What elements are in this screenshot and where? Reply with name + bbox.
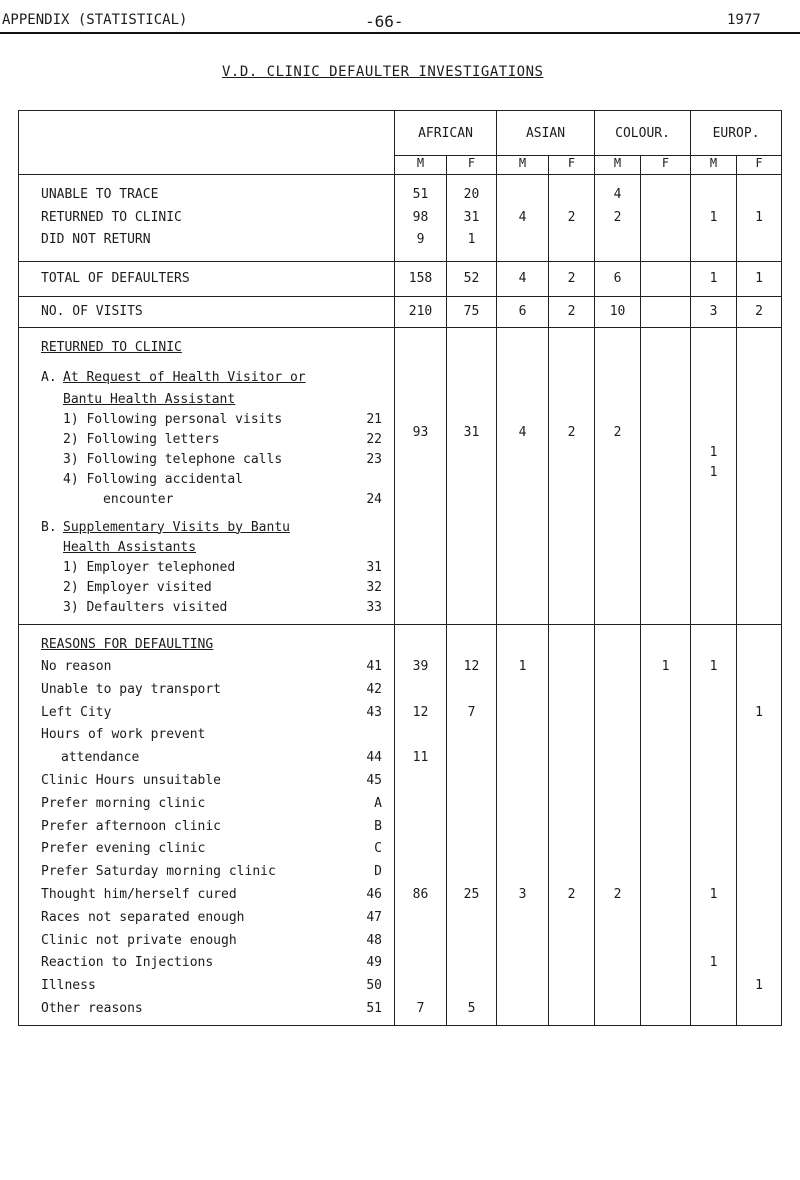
list-item: 2) Following letters 22: [63, 431, 382, 447]
appendix-label: APPENDIX (STATISTICAL): [2, 12, 188, 28]
value-cell: [737, 327, 782, 624]
reason-row-label: Prefer afternoon clinic B: [41, 818, 382, 834]
list-item: 4) Following accidental: [63, 471, 244, 487]
section-heading: RETURNED TO CLINIC: [41, 339, 182, 355]
value-cell: 1 1: [691, 327, 737, 624]
subsection-a: A. At Request of Health Visitor or: [41, 370, 306, 385]
total-label-cell: [19, 261, 395, 296]
value-cell: 12 7 25 5: [447, 624, 497, 1025]
value-cell: 39 12 11 86 7: [395, 624, 447, 1025]
value-cell: 75: [447, 296, 497, 327]
status-labels: [19, 175, 395, 262]
value-cell: 93: [395, 327, 447, 624]
value-cell: 4 2: [595, 175, 641, 262]
group-header: ASIAN: [497, 111, 595, 156]
reason-row-label: Hours of work prevent: [41, 727, 206, 743]
value-cell: 1 1 1: [691, 624, 737, 1025]
year-label: 1977: [727, 12, 761, 28]
value-cell: [641, 327, 691, 624]
group-header: AFRICAN: [395, 111, 497, 156]
value-cell: [641, 296, 691, 327]
value-cell: 4: [497, 327, 549, 624]
value-cell: 31: [447, 327, 497, 624]
value-cell: 158: [395, 261, 447, 296]
reason-row-label: Prefer evening clinic C: [41, 841, 382, 857]
value-cell: 20 31 1: [447, 175, 497, 262]
value-cell: 4: [497, 175, 549, 262]
reason-row-label: Prefer morning clinic A: [41, 795, 382, 811]
reason-row-label: Clinic not private enough 48: [41, 932, 382, 948]
value-cell: 10: [595, 296, 641, 327]
corner-cell: [19, 111, 395, 175]
value-cell: 1: [737, 175, 782, 262]
value-cell: 1: [641, 624, 691, 1025]
row-label: DID NOT RETURN: [41, 232, 151, 247]
value-cell: 2: [737, 296, 782, 327]
subsection-b: B. Supplementary Visits by Bantu: [41, 519, 290, 535]
sex-header: F: [447, 156, 497, 175]
value-cell: 2: [549, 175, 595, 262]
value-cell: 1 3: [497, 624, 549, 1025]
row-label: NO. OF VISITS: [41, 303, 143, 319]
list-item: 3) Following telephone calls 23: [63, 451, 382, 467]
reason-row-label: Illness 50: [41, 978, 382, 994]
sex-header: F: [549, 156, 595, 175]
value-cell: 2: [549, 296, 595, 327]
reasons-section: [19, 624, 395, 1025]
value-cell: 2: [549, 327, 595, 624]
value-cell: 6: [595, 261, 641, 296]
row-label: UNABLE TO TRACE: [41, 187, 159, 202]
visits-label-cell: [19, 296, 395, 327]
list-item: 3) Defaulters visited 33: [63, 599, 382, 615]
value-cell: 2: [595, 327, 641, 624]
sex-header: M: [595, 156, 641, 175]
returned-section: RETURNED TO CLINIC A. At Request of Health Visitor or Bantu Health Assistant 1) Following personal visits 21 2) Following letters 22 3) Following telephone calls 23 4) Following accidental encounter 24 B. Supplementary Visits by Bantu Health Assistants 1) Employer telephoned 31 2) Employer visited 32 3) Defaulters visited 33: [19, 327, 395, 624]
value-cell: 1: [691, 261, 737, 296]
list-item: encounter 24: [103, 491, 382, 507]
group-header: COLOUR.: [595, 111, 691, 156]
sex-header: M: [395, 156, 447, 175]
sex-header: M: [497, 156, 549, 175]
list-item: 2) Employer visited 32: [63, 579, 382, 595]
value-cell: 2: [595, 624, 641, 1025]
reason-row-label: Reaction to Injections 49: [41, 955, 382, 971]
list-item: 1) Employer telephoned 31: [63, 559, 382, 575]
value-cell: 52: [447, 261, 497, 296]
value-cell: 3: [691, 296, 737, 327]
reason-row-label: Clinic Hours unsuitable 45: [41, 772, 382, 788]
defaulter-table: [18, 110, 782, 1026]
page-title: V.D. CLINIC DEFAULTER INVESTIGATIONS: [222, 64, 544, 80]
sex-header: F: [737, 156, 782, 175]
value-cell: 1 1: [737, 624, 782, 1025]
reason-row-label: Races not separated enough 47: [41, 909, 382, 925]
row-label: RETURNED TO CLINIC: [41, 209, 182, 225]
value-cell: 2: [549, 624, 595, 1025]
value-cell: 210: [395, 296, 447, 327]
reason-row-label: attendance 44: [61, 750, 382, 766]
sex-header: F: [641, 156, 691, 175]
list-item: 1) Following personal visits 21: [63, 411, 382, 427]
row-label: TOTAL OF DEFAULTERS: [41, 270, 190, 286]
reason-row-label: Other reasons 51: [41, 1000, 382, 1016]
page-number: -66-: [365, 12, 404, 31]
section-heading: REASONS FOR DEFAULTING: [41, 636, 214, 652]
value-cell: 1: [691, 175, 737, 262]
group-header: EUROP.: [691, 111, 782, 156]
reason-row-label: Left City 43: [41, 704, 382, 720]
value-cell: 6: [497, 296, 549, 327]
reason-row-label: Prefer Saturday morning clinic D: [41, 864, 382, 880]
reason-row-label: Thought him/herself cured 46: [41, 886, 382, 902]
value-cell: 4: [497, 261, 549, 296]
header-rule: [0, 32, 800, 34]
value-cell: 2: [549, 261, 595, 296]
reason-row-label: Unable to pay transport 42: [41, 681, 382, 697]
value-cell: [641, 261, 691, 296]
sex-header: M: [691, 156, 737, 175]
reason-row-label: No reason 41: [41, 659, 382, 674]
value-cell: 51 98 9: [395, 175, 447, 262]
value-cell: [641, 175, 691, 262]
value-cell: 1: [737, 261, 782, 296]
